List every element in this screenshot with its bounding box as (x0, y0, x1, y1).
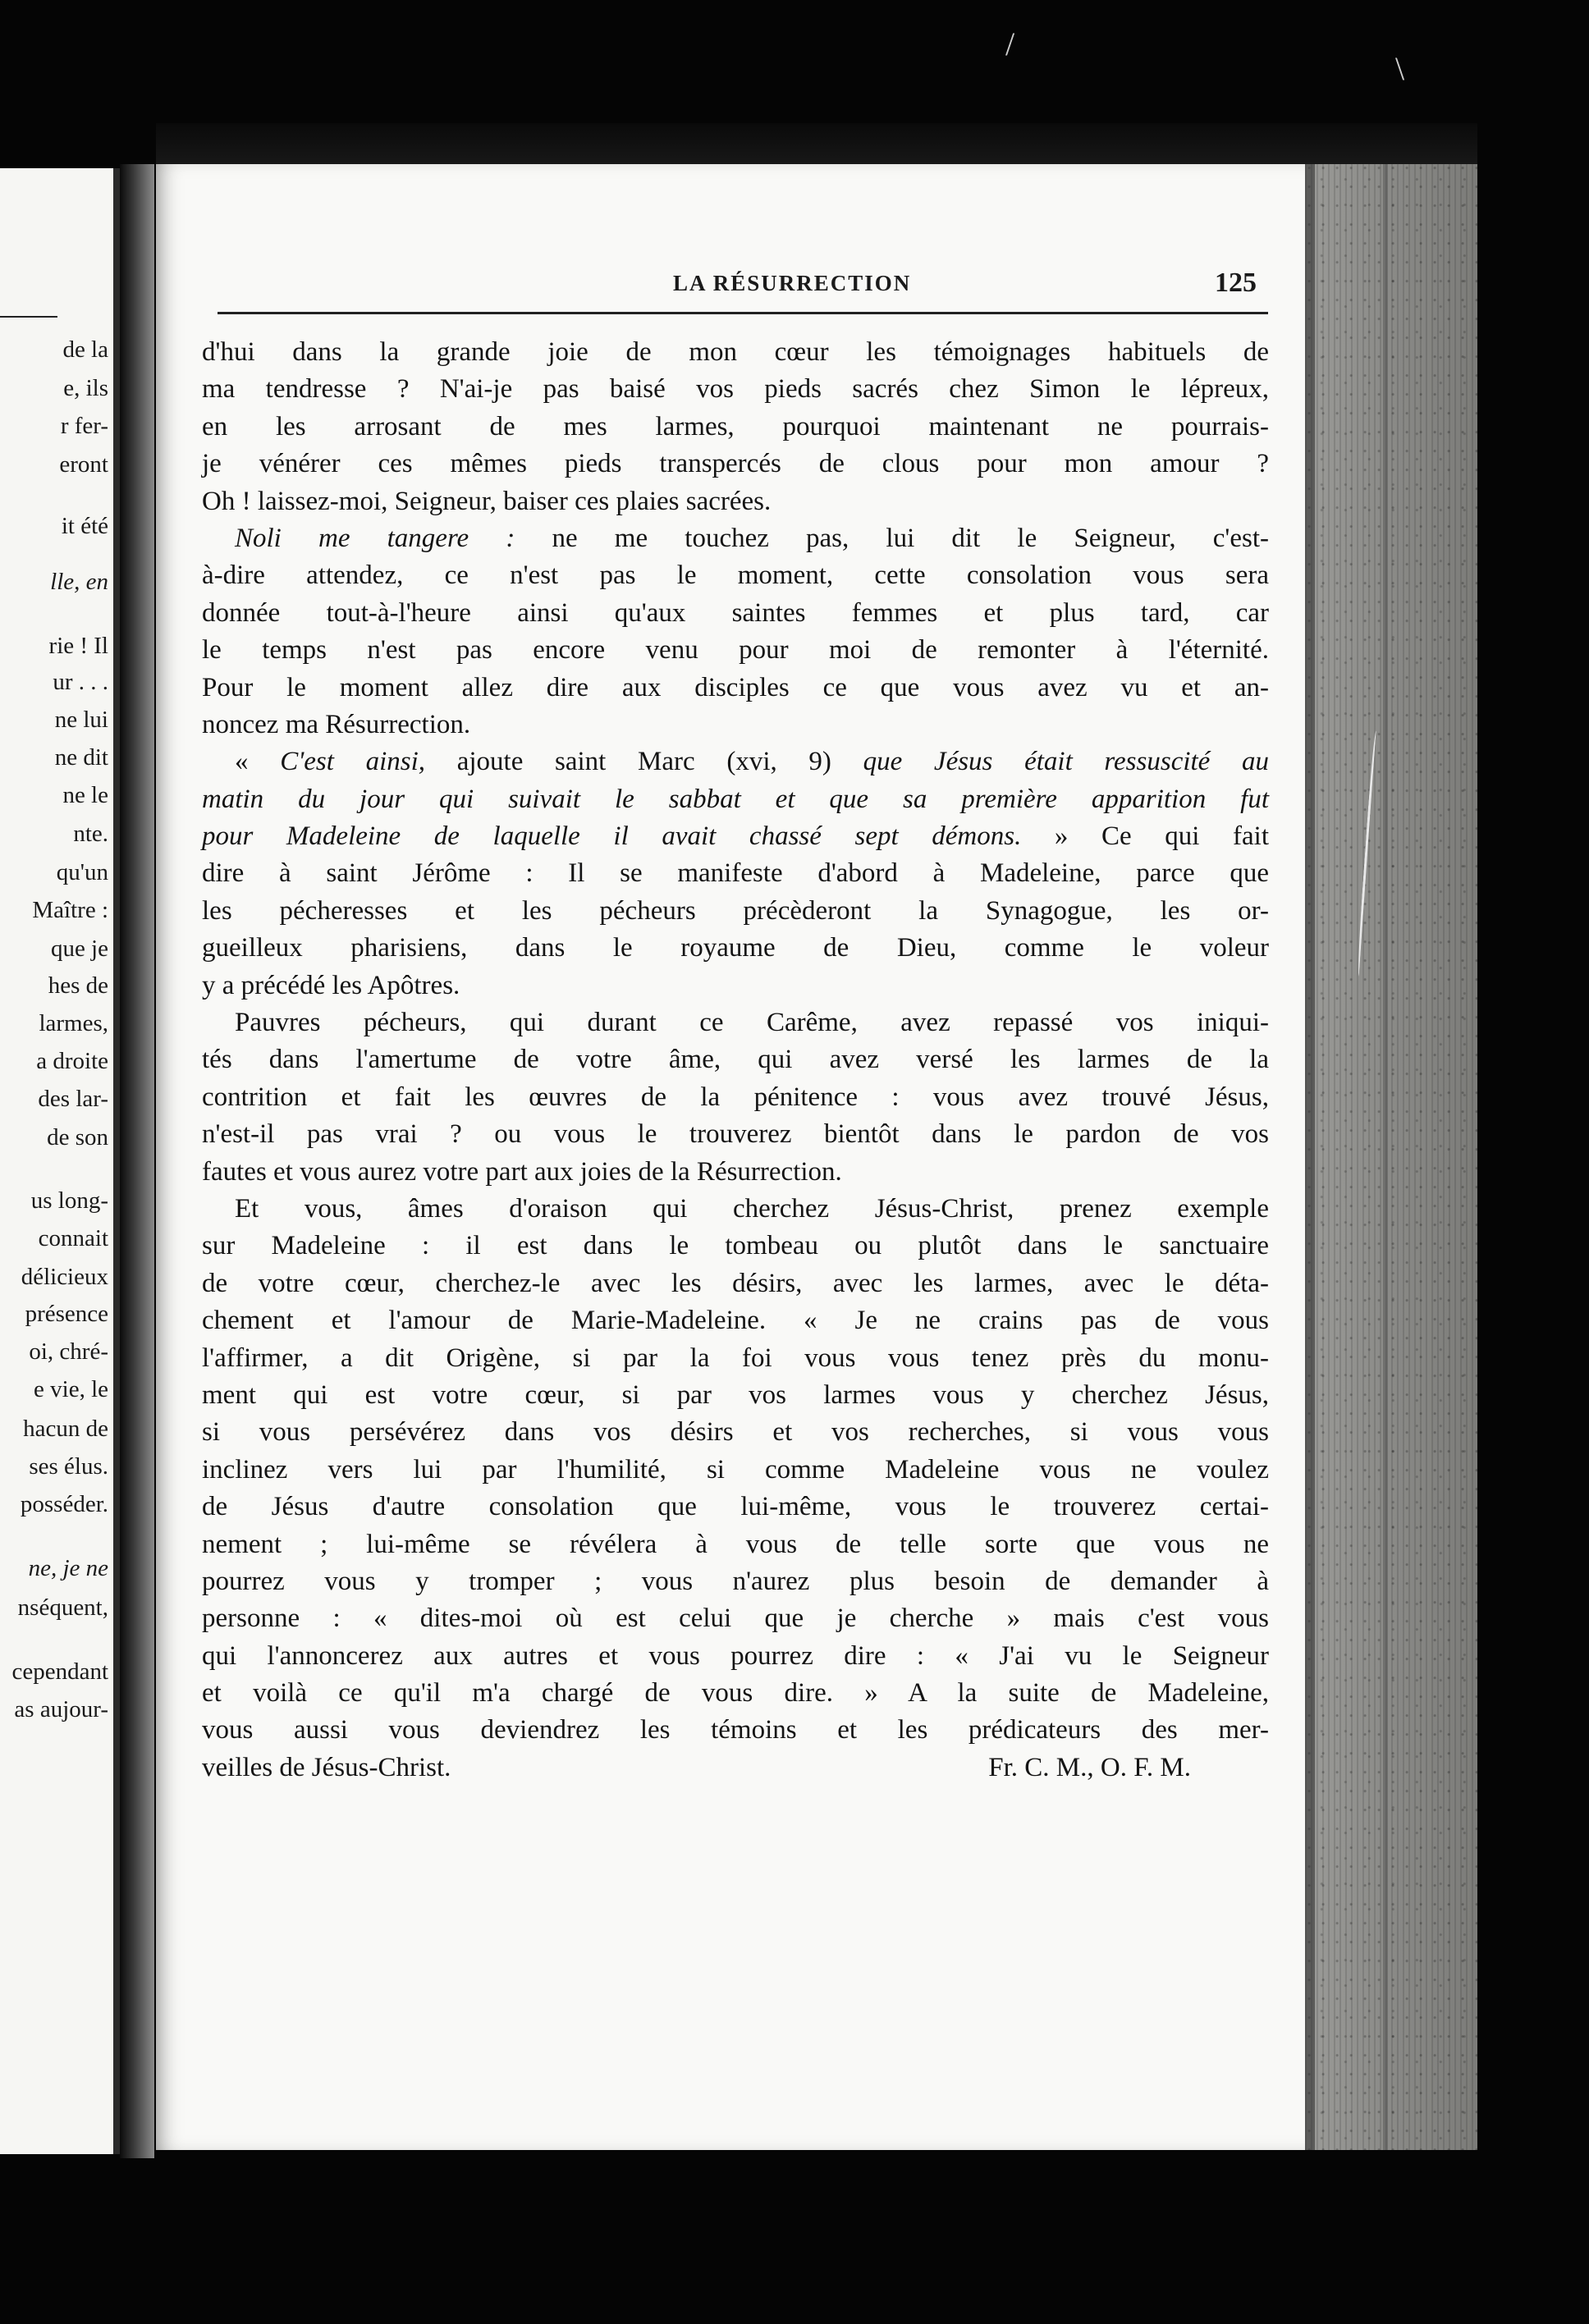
text-line (202, 781, 1269, 818)
facing-page-line: larmes, (39, 1010, 108, 1036)
text-run: personne : « dites-moi où est celui que je cherche » mais c'est vous (202, 1603, 1269, 1634)
facing-page-line: eront (59, 451, 108, 478)
text-line (202, 1004, 1269, 1041)
dust-speck: \ (1395, 50, 1405, 87)
text-line (202, 409, 1269, 446)
text-run: le temps n'est pas encore venu pour moi de remonter à l'éternité. (202, 635, 1269, 666)
text-line (202, 670, 1269, 707)
text-line (202, 483, 1269, 520)
text-line (202, 1414, 1269, 1451)
facing-page-line: e, ils (63, 375, 108, 401)
text-run: les pécheresses et les pécheurs précèderont la Synagogue, les or- (202, 895, 1269, 926)
facing-page-line: ses élus. (29, 1453, 108, 1480)
text-run: ne me touchez pas, lui dit le Seigneur, c'est- (515, 523, 1269, 553)
facing-page-line: us long- (30, 1187, 108, 1214)
facing-page-fragment (0, 168, 120, 2154)
text-line (202, 446, 1269, 483)
text-run: chement et l'amour de Marie-Madeleine. « Je ne crains pas de vous (202, 1306, 1269, 1336)
facing-page-line: e vie, le (34, 1376, 108, 1402)
text-line (202, 1638, 1269, 1675)
facing-page-line: it été (61, 513, 108, 539)
text-line (202, 1675, 1269, 1712)
text-line (202, 893, 1269, 930)
text-line (202, 1116, 1269, 1153)
text-line (202, 1265, 1269, 1302)
facing-page-line: ne dit (54, 744, 108, 771)
facing-page-line: posséder. (20, 1491, 108, 1517)
text-run: donnée tout-à-l'heure ainsi qu'aux saintes femmes et plus tard, car (202, 597, 1269, 628)
text-run: n'est-il pas vrai ? ou vous le trouverez bientôt dans le pardon de vos (202, 1119, 1269, 1150)
text-line (202, 1154, 1269, 1191)
facing-page-rule (0, 316, 57, 318)
text-line (202, 1526, 1269, 1563)
text-line (202, 1191, 1269, 1228)
text-run: noncez ma Résurrection. (202, 709, 471, 739)
text-run: qui l'annoncerez aux autres et vous pourrez dire : « J'ai vu le Seigneur (202, 1640, 1269, 1671)
facing-page-line: des lar- (38, 1086, 108, 1112)
text-run: ment qui est votre cœur, si par vos larmes vous y cherchez Jésus, (202, 1379, 1269, 1410)
facing-page-line: ne le (62, 782, 108, 808)
edge-band (1383, 164, 1388, 2150)
body-text (202, 334, 1269, 1786)
facing-page-line: présence (25, 1301, 108, 1327)
header-rule (218, 312, 1268, 314)
book-page (156, 164, 1305, 2150)
text-line (202, 632, 1269, 669)
text-line (202, 1340, 1269, 1377)
text-run: de votre cœur, cherchez-le avec les désirs, avec les larmes, avec le déta- (202, 1268, 1269, 1298)
page-number: 125 (1215, 268, 1257, 298)
closing-line: veilles de Jésus-Christ. (202, 1752, 451, 1782)
facing-page-line: ur . . . (53, 669, 108, 695)
text-line (202, 855, 1269, 892)
text-run: pourrez vous y tromper ; vous n'aurez plus besoin de demander à (202, 1566, 1269, 1596)
text-line (202, 557, 1269, 594)
text-line (202, 520, 1269, 557)
facing-page-line: nséquent, (17, 1594, 108, 1621)
facing-page-line: oi, chré- (29, 1338, 108, 1365)
text-line (202, 1452, 1269, 1489)
facing-page-line: ne lui (54, 707, 108, 733)
facing-page-line: Maître : (32, 897, 108, 923)
facing-page-line: qu'un (56, 859, 108, 885)
text-line (202, 1563, 1269, 1600)
facing-page-line: nte. (73, 821, 108, 847)
italic-text: matin du jour qui suivait le sabbat et que sa première apparition fut (202, 784, 1269, 814)
facing-page-line: rie ! Il (48, 633, 108, 659)
text-run: sur Madeleine : il est dans le tombeau ou plutôt dans le sanctuaire (202, 1231, 1269, 1261)
book-gutter (120, 164, 154, 2158)
text-line (202, 707, 1269, 743)
text-line (202, 930, 1269, 967)
text-run: tés dans l'amertume de votre âme, qui avez versé les larmes de la (202, 1045, 1269, 1075)
text-line (202, 968, 1269, 1004)
text-line (202, 1712, 1269, 1749)
facing-page-line: que je (50, 936, 108, 962)
italic-text: pour Madeleine de laquelle il avait chassé sept démons. (202, 821, 1022, 852)
text-run: Pour le moment allez dire aux disciples ce que vous avez vu et an- (202, 672, 1269, 702)
text-run: l'affirmer, a dit Origène, si par la foi vous vous tenez près du monu- (202, 1343, 1269, 1373)
text-run: Pauvres pécheurs, qui durant ce Carême, avez repassé vos iniqui- (235, 1008, 1269, 1038)
facing-page-line: connait (38, 1225, 108, 1251)
text-line (202, 1079, 1269, 1116)
text-run: « (235, 747, 281, 777)
text-run: en les arrosant de mes larmes, pourquoi maintenant ne pourrais- (202, 411, 1269, 441)
facing-page-line: de son (47, 1124, 108, 1151)
facing-page-line: lle, en (50, 569, 108, 595)
text-run: dire à saint Jérôme : Il se manifeste d'abord à Madeleine, parce que (202, 858, 1269, 889)
italic-text: que Jésus était ressuscité au (863, 747, 1270, 777)
text-line-final (202, 1750, 1269, 1786)
facing-page-line: a droite (36, 1048, 108, 1074)
edge-band (1305, 164, 1315, 2150)
text-run: de Jésus d'autre consolation que lui-même, vous le trouverez certai- (202, 1492, 1269, 1522)
dust-speck: / (1005, 25, 1015, 62)
text-line (202, 818, 1269, 855)
text-run: contrition et fait les œuvres de la pénitence : vous avez trouvé Jésus, (202, 1082, 1269, 1112)
italic-text: C'est ainsi, (280, 747, 426, 777)
facing-page-line: cependant (11, 1658, 108, 1685)
text-line (202, 1302, 1269, 1339)
text-run: nement ; lui-même se révélera à vous de telle sorte que vous ne (202, 1529, 1269, 1559)
text-run: vous aussi vous deviendrez les témoins et les prédicateurs des mer- (202, 1715, 1269, 1745)
facing-page-line: hes de (48, 972, 108, 999)
text-line (202, 743, 1269, 780)
text-run: d'hui dans la grande joie de mon cœur les témoignages habituels de (202, 337, 1269, 367)
italic-text: Noli me tangere : (235, 523, 515, 553)
facing-page-line: ne, je ne (28, 1555, 108, 1581)
text-run: ma tendresse ? N'ai-je pas baisé vos pieds sacrés chez Simon le lépreux, (202, 374, 1269, 405)
facing-page-line: de la (62, 336, 108, 363)
text-line (202, 1041, 1269, 1078)
facing-page-line: as aujour- (14, 1696, 108, 1722)
text-run: y a précédé les Apôtres. (202, 970, 460, 1000)
page-block-edges (1305, 164, 1477, 2150)
text-run: inclinez vers lui par l'humilité, si comme Madeleine vous ne voulez (202, 1454, 1269, 1485)
text-run: je vénérer ces mêmes pieds transpercés de clous pour mon amour ? (202, 449, 1269, 479)
text-run: ajoute saint Marc (xvi, 9) (425, 747, 863, 777)
facing-page-line: hacun de (23, 1416, 108, 1442)
author-signature: Fr. C. M., O. F. M. (988, 1752, 1191, 1782)
text-run: si vous persévérez dans vos désirs et vos recherches, si vous vous (202, 1417, 1269, 1448)
facing-page-line: r fer- (60, 413, 108, 439)
text-line (202, 334, 1269, 371)
text-run: » Ce qui fait (1021, 821, 1269, 852)
text-line (202, 1228, 1269, 1265)
text-run: gueilleux pharisiens, dans le royaume de Dieu, comme le voleur (202, 933, 1269, 963)
text-run: à-dire attendez, ce n'est pas le moment, cette consolation vous sera (202, 560, 1269, 591)
text-line (202, 595, 1269, 632)
text-line (202, 1489, 1269, 1526)
text-line (202, 1600, 1269, 1637)
running-head: LA RÉSURRECTION (673, 271, 912, 295)
text-run: fautes et vous aurez votre part aux joies de la Résurrection. (202, 1156, 842, 1187)
text-run: Oh ! laissez-moi, Seigneur, baiser ces plaies sacrées. (202, 486, 772, 516)
text-line (202, 371, 1269, 408)
text-run: Et vous, âmes d'oraison qui cherchez Jésus-Christ, prenez exemple (235, 1193, 1269, 1224)
facing-page-line: délicieux (21, 1264, 108, 1290)
text-line (202, 1377, 1269, 1414)
text-run: et voilà ce qu'il m'a chargé de vous dire. » A la suite de Madeleine, (202, 1678, 1269, 1709)
